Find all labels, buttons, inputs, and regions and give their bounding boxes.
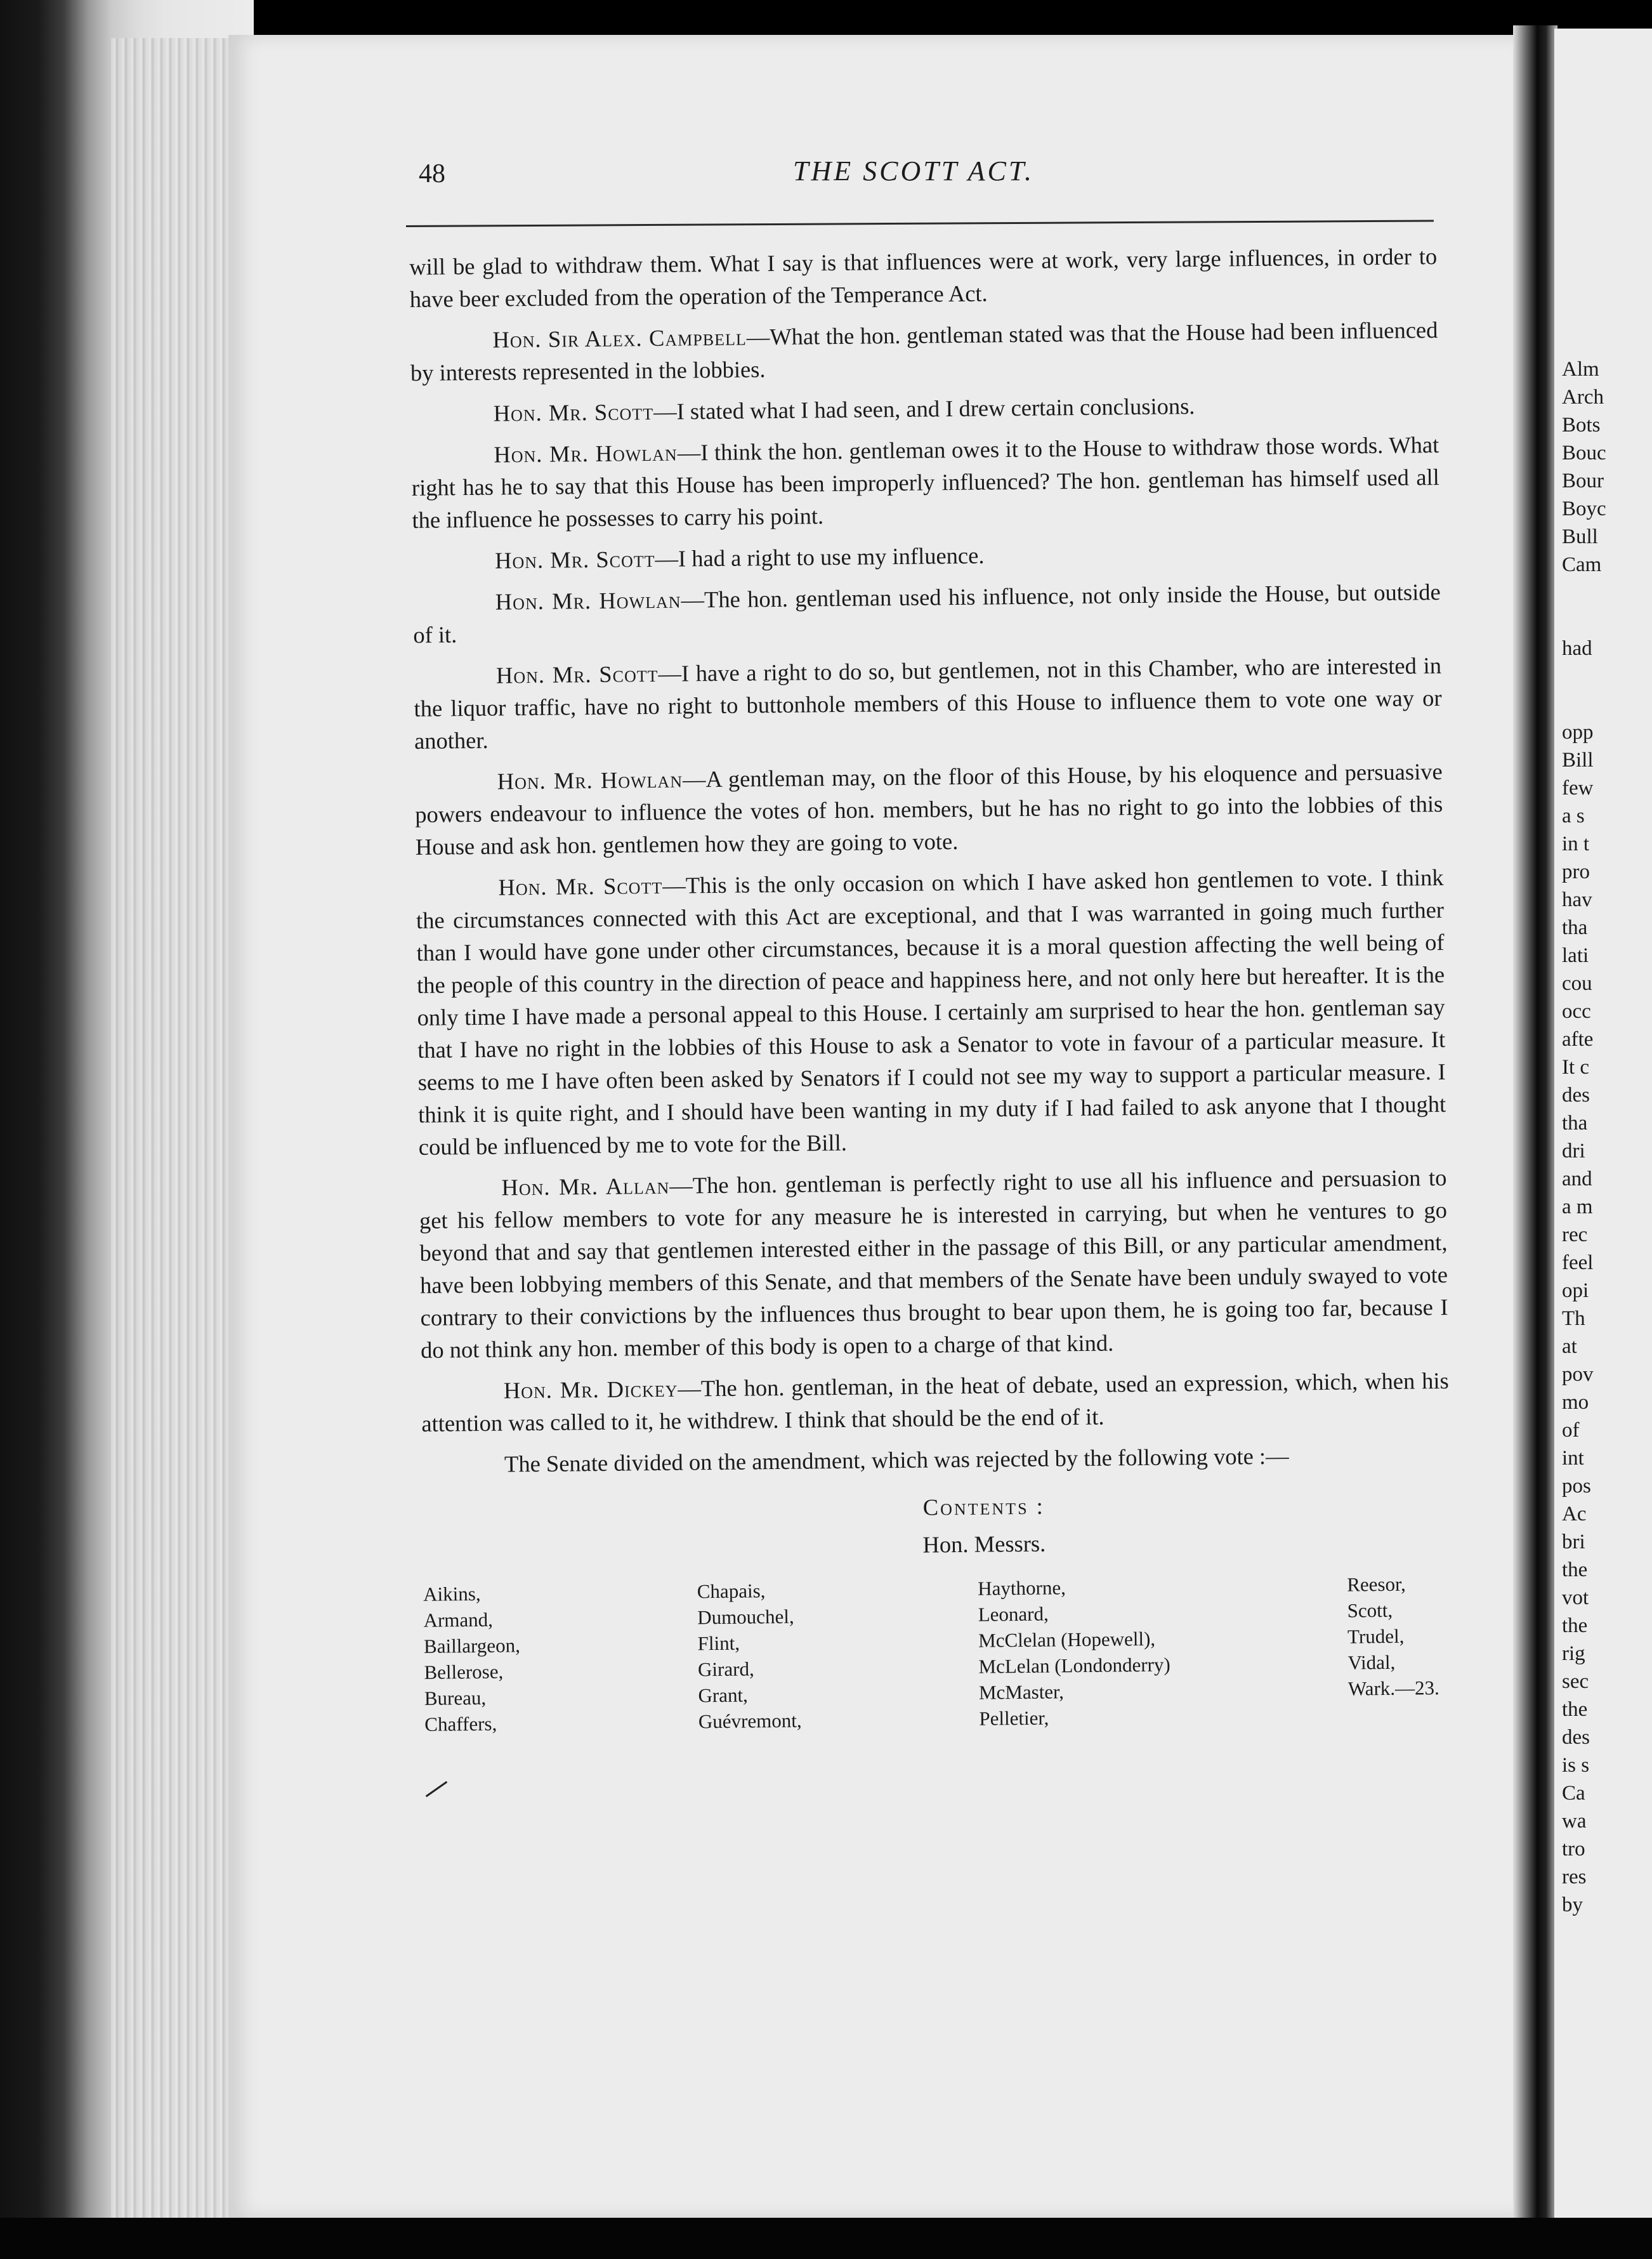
paragraph-text: The Senate divided on the amendment, which was rejected by the following vote :—	[504, 1442, 1289, 1477]
scan-border	[0, 2218, 1652, 2259]
paragraph	[416, 861, 1446, 1163]
senator-name: Guévremont,	[698, 1709, 802, 1733]
senator-name: McMaster,	[978, 1680, 1065, 1704]
facing-page-fragment: tro	[1562, 1838, 1585, 1861]
facing-page-gap	[1562, 607, 1606, 635]
paragraph	[421, 1364, 1450, 1440]
facing-page-fragment: des	[1562, 1084, 1590, 1107]
paragraph-text: —This is the only occasion on which I have asked hon gentlemen to vote. I think the circumstances connected with this Act are exceptional, and that I was warranted in going much further than I would have gone under other circumstances, because it is a moral question affecting the well being of the people of this country in the direction of peace and happiness here, and not only here but hereafter. It is the only time I have made a personal appeal to this House. I certainly am surprised to hear the hon. gentleman say that I have no right in the lobbies of this House to ask a Senator to vote in favour of a particular measure. It seems to me I have often been asked by Senators if I could not see my way to support a particular measure. I think it is quite right, and I should have been wanting in my duty if I had failed to ask anyone that I thought could be influenced by me to vote for the Bill.	[416, 864, 1446, 1160]
facing-page-fragment: Bill	[1562, 749, 1594, 772]
name-column	[978, 1574, 1171, 1732]
speaker: Hon. Mr. Scott	[493, 398, 654, 426]
paragraph	[410, 313, 1438, 389]
paragraph-text: —I have a right to do so, but gentlemen, not in this Chamber, who are interested in the liquor traffic, have no right to buttonhole members of this House to influence them to vote one way or another.	[414, 652, 1442, 754]
senator-name: Dumouchel,	[697, 1605, 794, 1629]
facing-page-fragment: wa	[1562, 1810, 1587, 1833]
vote-heading: Contents :	[922, 1492, 1045, 1520]
facing-page-fragment: int	[1562, 1447, 1584, 1470]
vote-names	[423, 1571, 1452, 1737]
facing-page-fragment: of	[1562, 1419, 1580, 1442]
speaker: Hon. Mr. Scott	[498, 872, 663, 900]
paragraph	[413, 576, 1441, 651]
senator-name: Aikins,	[423, 1582, 481, 1605]
facing-page-fragment: few	[1562, 777, 1594, 800]
facing-page-gap	[1562, 662, 1606, 690]
speaker: Hon. Mr. Howlan	[497, 766, 683, 794]
facing-page-fragment: Bull	[1562, 525, 1598, 548]
running-title: THE SCOTT ACT.	[793, 155, 1035, 187]
facing-page-fragment: Bour	[1562, 470, 1604, 492]
paragraph-text: —I stated what I had seen, and I drew certain conclusions.	[653, 393, 1195, 425]
senator-name: Chapais,	[697, 1579, 766, 1603]
facing-page-fragment: lati	[1562, 944, 1589, 967]
facing-page-fragment: Bouc	[1562, 442, 1606, 464]
paragraph-text: —The hon. gentleman used his influence, not only inside the House, but outside of it.	[413, 579, 1441, 648]
speaker: Hon. Mr. Howlan	[494, 439, 678, 468]
speaker: Hon. Mr. Scott	[494, 545, 655, 574]
name-column	[1347, 1571, 1439, 1727]
facing-page-fragment: pro	[1562, 860, 1590, 883]
facing-page-fragment: des	[1562, 1726, 1590, 1749]
facing-page-fragment: mo	[1562, 1391, 1589, 1414]
page-stack-edges	[111, 38, 232, 2221]
name-column	[423, 1580, 521, 1737]
page-header	[419, 155, 1434, 203]
speaker: Hon. Mr. Dickey	[503, 1375, 678, 1404]
facing-page-fragment: pos	[1562, 1475, 1591, 1498]
facing-page-fragment: Ac	[1562, 1503, 1587, 1525]
facing-page-fragment: res	[1562, 1866, 1587, 1888]
senator-name: Grant,	[698, 1683, 749, 1707]
name-column	[697, 1577, 802, 1735]
facing-page-fragment: dri	[1562, 1140, 1585, 1162]
facing-page-fragment: Th	[1562, 1307, 1585, 1330]
facing-page-fragment: occ	[1562, 1000, 1591, 1023]
senator-name: Scott,	[1347, 1598, 1393, 1622]
facing-page-fragment: tha	[1562, 916, 1588, 939]
facing-page-fragment: sec	[1562, 1670, 1589, 1693]
senator-name: Wark.—23.	[1347, 1676, 1439, 1700]
facing-page-fragment: Alm	[1562, 358, 1599, 381]
paragraph	[419, 1161, 1448, 1366]
facing-page-fragment: Cam	[1562, 553, 1602, 576]
facing-page-fragment: the	[1562, 1698, 1588, 1721]
speaker: Hon. Sir Alex. Campbell	[492, 324, 747, 353]
senator-name: Pelletier,	[979, 1706, 1049, 1730]
paragraph	[422, 1438, 1450, 1481]
facing-page-fragment: in t	[1562, 833, 1590, 855]
facing-page-fragment: pov	[1562, 1363, 1594, 1386]
senator-name: Baillargeon,	[423, 1634, 521, 1657]
senator-name: Chaffers,	[424, 1712, 497, 1735]
senator-name: Bureau,	[424, 1686, 487, 1709]
paragraph-text: —The hon. gentleman, in the heat of debate, used an expression, which, when his attention was called to it, he withdrew. I think that should be the end of it.	[421, 1367, 1449, 1437]
facing-page-fragment: opp	[1562, 721, 1594, 744]
facing-page-fragment: rig	[1562, 1642, 1585, 1665]
senator-name: Armand,	[423, 1608, 494, 1631]
facing-page-fragment: and	[1562, 1168, 1592, 1190]
body-text	[409, 240, 1452, 1737]
speaker: Hon. Mr. Howlan	[495, 586, 681, 615]
paragraph-text: —The hon. gentleman is perfectly right to use all his influence and persuasion to get his fellow members to vote for any measure he is interested in carrying, but when he ventures to go beyond that and say that gentlemen interested either in the passage of this Bill, or any particular amendment, have been lobbying members of this Senate, and that members of the Senate have been unduly swayed to vote contrary to their convictions by the influences thus brought to bear upon them, he is going too far, because I do not think any hon. member of this body is open to a charge of that kind.	[419, 1164, 1448, 1363]
facing-page-gap	[1562, 579, 1606, 607]
senator-name: Haythorne,	[978, 1576, 1066, 1600]
facing-page-fragment: It c	[1562, 1056, 1590, 1079]
paragraph	[411, 428, 1440, 536]
paragraph-text: —I think the hon. gentleman owes it to the House to withdraw those words. What right has he to say that this House has been improperly influenced? The hon. gentleman has himself used all the influence he possesses to carry his point.	[411, 431, 1440, 533]
facing-page-text	[1562, 355, 1606, 1919]
facing-page-fragment: hav	[1562, 888, 1592, 911]
facing-page-fragment: Ca	[1562, 1782, 1585, 1805]
senator-name: Trudel,	[1347, 1624, 1405, 1648]
senator-name: Girard,	[697, 1657, 754, 1681]
paragraph-text: —I had a right to use my influence.	[655, 542, 985, 572]
senator-name: Leonard,	[978, 1602, 1049, 1626]
facing-page-fragment: Boyc	[1562, 497, 1606, 520]
paragraph-text: will be glad to withdraw them. What I say is that influences were at work, very large influences, in order to have beer excluded from the operation of the Temperance Act.	[409, 243, 1438, 312]
paragraph	[412, 534, 1440, 577]
facing-page-fragment: bri	[1562, 1531, 1585, 1553]
facing-page-fragment: tha	[1562, 1112, 1588, 1135]
paragraph	[409, 240, 1438, 315]
speaker: Hon. Mr. Scott	[495, 660, 659, 688]
vote-subheading: Hon. Messrs.	[922, 1530, 1046, 1558]
facing-page-fragment: feel	[1562, 1251, 1594, 1274]
senator-name: McClelan (Hopewell),	[978, 1627, 1156, 1652]
facing-page-fragment: the	[1562, 1614, 1588, 1637]
facing-page-fragment: Arch	[1562, 386, 1604, 409]
facing-page-fragment: by	[1562, 1893, 1583, 1916]
facing-page-fragment: opi	[1562, 1279, 1589, 1302]
paragraph	[415, 755, 1444, 863]
page-number: 48	[419, 159, 445, 188]
paragraph-text: —A gentleman may, on the floor of this House, by his eloquence and persuasive powers endeavour to influence the votes of hon. members, but he has no right to go into the lobbies of this House and ask hon. gentlemen how they are going to vote.	[415, 758, 1443, 860]
facing-page-fragment: Bots	[1562, 414, 1601, 437]
senator-name: Vidal,	[1347, 1650, 1396, 1674]
facing-page-fragment: at	[1562, 1335, 1577, 1358]
facing-page-fragment: afte	[1562, 1028, 1594, 1051]
facing-page-fragment: cou	[1562, 972, 1592, 995]
facing-page-fragment: rec	[1562, 1223, 1588, 1246]
senator-name: Bellerose,	[424, 1660, 504, 1683]
facing-page-gap	[1562, 690, 1606, 718]
facing-page-fragment: a m	[1562, 1195, 1593, 1218]
paragraph-text: —What the hon. gentleman stated was that the House had been influenced by interests represented in the lobbies.	[410, 317, 1438, 386]
facing-page-fragment: a s	[1562, 805, 1585, 827]
paragraph	[410, 387, 1438, 430]
facing-page-fragment: had	[1562, 637, 1592, 660]
book-gutter	[1513, 25, 1557, 2227]
speaker: Hon. Mr. Allan	[501, 1172, 670, 1201]
paragraph	[414, 649, 1443, 757]
facing-page-fragment: vot	[1562, 1586, 1589, 1609]
facing-page-fragment: the	[1562, 1558, 1588, 1581]
senator-name: Flint,	[697, 1631, 740, 1655]
facing-page-fragment: is s	[1562, 1754, 1590, 1777]
senator-name: Reesor,	[1347, 1572, 1406, 1596]
senator-name: McLelan (Londonderry)	[978, 1653, 1170, 1678]
